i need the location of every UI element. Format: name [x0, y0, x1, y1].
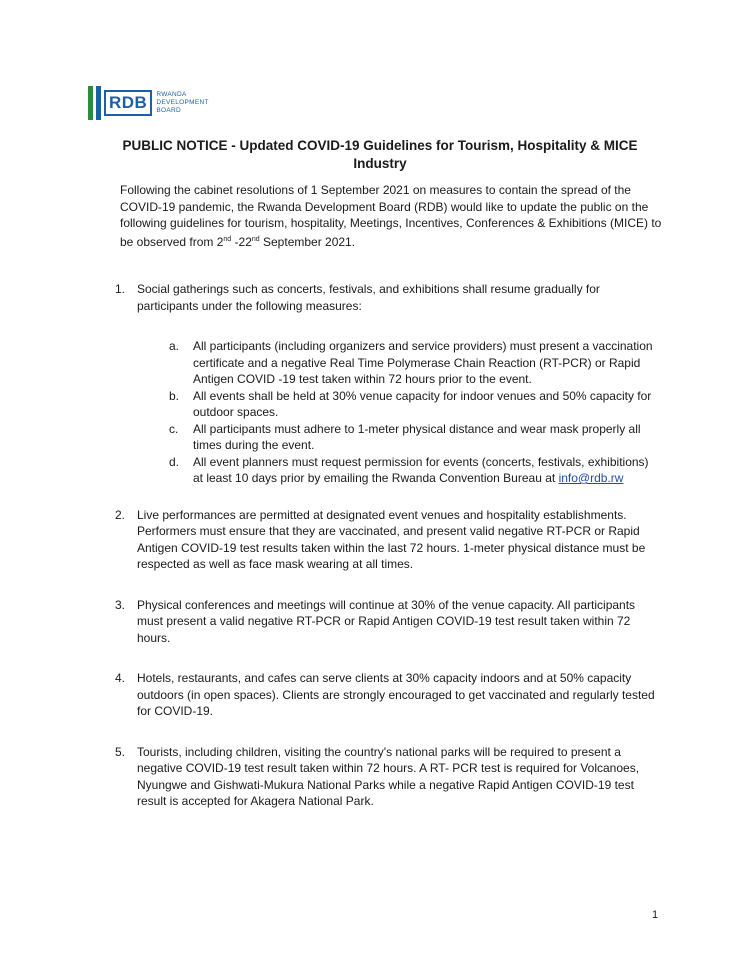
- logo-line1: RWANDA: [156, 91, 187, 98]
- sub-item-letter: a.: [169, 339, 180, 353]
- item-number: 3.: [115, 597, 126, 612]
- sub-item-letter: d.: [169, 454, 180, 469]
- item-text: Social gatherings such as concerts, festivals, and exhibitions shall resume gradually for participants under the following measures:: [137, 282, 600, 313]
- guidelines-list: [115, 281, 660, 810]
- sub-item-letter: b.: [169, 388, 180, 403]
- item-number: 1.: [115, 282, 126, 296]
- item-text: Physical conferences and meetings will continue at 30% of the venue capacity. All participants must present a valid negative RT-PCR or Rapid Antigen COVID-19 test result taken within 72 hours.: [137, 597, 636, 645]
- list-item: [115, 597, 660, 647]
- list-item: [115, 281, 660, 487]
- intro-sup-1: nd: [223, 235, 232, 243]
- sub-list-item: [167, 388, 660, 421]
- sub-list-item: [167, 421, 660, 454]
- logo-line2: DEVELOPMENT BOARD: [156, 99, 209, 114]
- logo-bar-green: [88, 86, 93, 120]
- intro-text-after: September 2021.: [259, 234, 356, 249]
- item-number: 2.: [115, 507, 126, 522]
- notice-title: PUBLIC NOTICE - Updated COVID-19 Guidelines for Tourism, Hospitality & MICE Industry: [122, 138, 638, 171]
- sub-list: [137, 338, 660, 487]
- item-text: Live performances are permitted at designated event venues and hospitality establishments. Performers must ensure that they are vaccinated, and present valid negative RT-PCR or Rapid Antigen COVID-19 test results taken within the last 72 hours. 1-meter physical distance must be respected as well as face mask wearing at all times.: [137, 507, 646, 571]
- sub-list-item: [167, 454, 660, 487]
- item-number: 5.: [115, 744, 126, 759]
- sub-item-text: All events shall be held at 30% venue capacity for indoor venues and 50% capacity for outdoor spaces.: [193, 388, 652, 419]
- logo-abbr: RDB: [104, 90, 152, 116]
- sub-item-text: All participants (including organizers and service providers) must present a vaccination certificate and a negative Real Time Polymerase Chain Reaction (RT-PCR) or Rapid Antigen COVID -19 test taken within 72 hours prior to the event.: [193, 339, 653, 386]
- intro-text-before: Following the cabinet resolutions of 1 September 2021 on measures to contain the spread of the COVID-19 pandemic, the Rwanda Development Board (RDB) would like to update the public on the following guidelines for tourism, hospitality, Meetings, Incentives, Conferences & Exhibitions (MICE) to be observed from 2: [120, 183, 662, 249]
- item-text: Tourists, including children, visiting the country's national parks will be required to present a negative COVID-19 test result taken within 72 hours. A RT- PCR test is required for Volcanoes, Nyungwe and Gishwati-Mukura National Parks while a negative Rapid Antigen COVID-19 test result is accepted for Akagera National Park.: [137, 744, 640, 808]
- email-link[interactable]: info@rdb.rw: [558, 471, 624, 485]
- sub-item-text: All participants must adhere to 1-meter physical distance and wear mask properly all times during the event.: [193, 421, 641, 452]
- item-text: Hotels, restaurants, and cafes can serve clients at 30% capacity indoors and at 50% capacity outdoors (in open spaces). Clients are strongly encouraged to get vaccinated and regularly tested for COVID-19.: [137, 671, 655, 718]
- logo-subtitle: [156, 91, 216, 115]
- list-item: [115, 744, 660, 810]
- list-item: [115, 507, 660, 573]
- sub-item-letter: c.: [169, 421, 179, 436]
- sub-list-item: [167, 338, 660, 388]
- intro-sup-2: nd: [251, 235, 260, 243]
- intro-paragraph: [120, 182, 662, 250]
- list-item: [115, 670, 660, 720]
- logo-bar-blue: [96, 86, 101, 120]
- rdb-logo: [88, 86, 216, 120]
- page-number: 1: [652, 909, 659, 921]
- item-number: 4.: [115, 671, 126, 685]
- intro-text-mid: -22: [231, 234, 252, 249]
- logo-bars: [88, 86, 101, 120]
- sub-item-text: All event planners must request permission for events (concerts, festivals, exhibitions) at least 10 days prior by emailing the Rwanda Convention Bureau at: [193, 454, 649, 485]
